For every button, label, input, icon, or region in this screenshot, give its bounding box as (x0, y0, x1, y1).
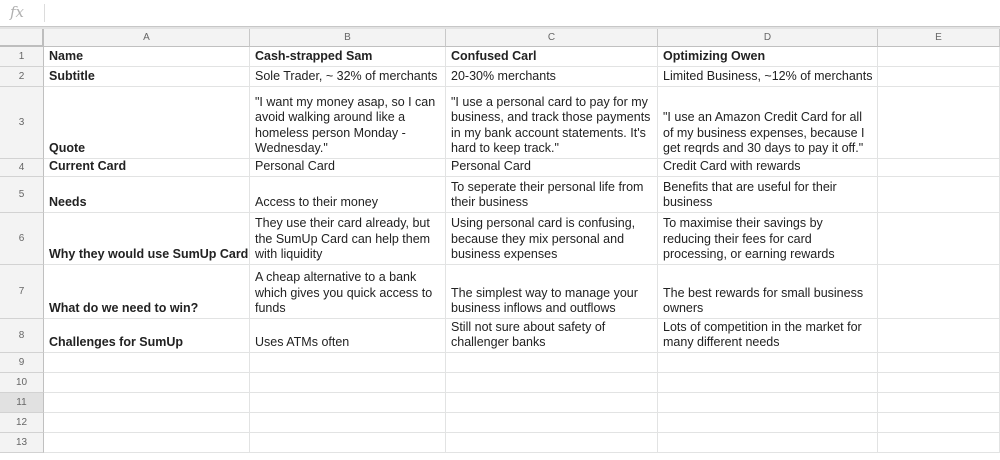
cell-c9[interactable] (446, 353, 658, 373)
cell-d7[interactable] (658, 265, 878, 319)
cell-e4[interactable] (878, 159, 1000, 177)
cell-e8[interactable] (878, 319, 1000, 353)
cell-e3[interactable] (878, 87, 1000, 159)
cell-text: They use their card already, but the SumUp Card can help them with liquidity (255, 216, 434, 262)
cell-d10[interactable] (658, 373, 878, 393)
column-header-a[interactable]: A (44, 29, 250, 47)
cell-text: Uses ATMs often (255, 335, 350, 350)
cell-text: Quote (49, 141, 86, 156)
row-header-11[interactable]: 11 (0, 393, 44, 413)
cell-a7[interactable] (44, 265, 250, 319)
cell-text: Limited Business, ~12% of merchants (663, 69, 873, 84)
cell-e2[interactable] (878, 67, 1000, 87)
cell-b7[interactable] (250, 265, 446, 319)
cell-d9[interactable] (658, 353, 878, 373)
cell-c11[interactable] (446, 393, 658, 413)
cell-d12[interactable] (658, 413, 878, 433)
cell-text: Challenges for SumUp (49, 335, 184, 350)
cell-d3[interactable] (658, 87, 878, 159)
cell-a1[interactable] (44, 47, 250, 67)
cell-c1[interactable] (446, 47, 658, 67)
cell-d13[interactable] (658, 433, 878, 453)
column-header-b[interactable]: B (250, 29, 446, 47)
cell-text: Lots of competition in the market for many different needs (663, 319, 866, 350)
cell-e11[interactable] (878, 393, 1000, 413)
column-header-e[interactable]: E (878, 29, 1000, 47)
formula-input[interactable] (50, 4, 990, 22)
cell-e10[interactable] (878, 373, 1000, 393)
cell-d1[interactable] (658, 47, 878, 67)
cell-text: Using personal card is confusing, because they mix personal and business expenses (451, 216, 639, 262)
cell-text: The best rewards for small business owners (663, 285, 867, 316)
row-header-4[interactable]: 4 (0, 159, 44, 177)
cell-text: Personal Card (255, 159, 335, 174)
cell-d5[interactable] (658, 177, 878, 213)
cell-text: Confused Carl (451, 49, 537, 64)
column-header-c[interactable]: C (446, 29, 658, 47)
cell-text: "I use a personal card to pay for my business, and track those payments in my bank account statements. It's hard to keep track." (451, 94, 654, 156)
cell-e1[interactable] (878, 47, 1000, 67)
cell-e6[interactable] (878, 213, 1000, 265)
row-header-13[interactable]: 13 (0, 433, 44, 453)
cell-a10[interactable] (44, 373, 250, 393)
cell-text: Personal Card (451, 159, 531, 174)
row-header-2[interactable]: 2 (0, 67, 44, 87)
cell-b3[interactable] (250, 87, 446, 159)
cell-d2[interactable] (658, 67, 878, 87)
cell-c10[interactable] (446, 373, 658, 393)
cell-b10[interactable] (250, 373, 446, 393)
cell-e12[interactable] (878, 413, 1000, 433)
cell-c5[interactable] (446, 177, 658, 213)
cell-b11[interactable] (250, 393, 446, 413)
cell-b2[interactable] (250, 67, 446, 87)
cell-a4[interactable] (44, 159, 250, 177)
cell-text: Optimizing Owen (663, 49, 766, 64)
cell-c2[interactable] (446, 67, 658, 87)
cell-b1[interactable] (250, 47, 446, 67)
row-header-3[interactable]: 3 (0, 87, 44, 159)
cell-b4[interactable] (250, 159, 446, 177)
cell-d11[interactable] (658, 393, 878, 413)
cell-text: "I use an Amazon Credit Card for all of my business expenses, because I get reqrds and 30 days to pay it off." (663, 110, 868, 156)
cell-text: Still not sure about safety of challenger banks (451, 319, 609, 350)
column-header-d[interactable]: D (658, 29, 878, 47)
formula-bar (0, 0, 1000, 27)
cell-a8[interactable] (44, 319, 250, 353)
select-all-corner[interactable] (0, 29, 44, 47)
cell-b5[interactable] (250, 177, 446, 213)
cell-a2[interactable] (44, 67, 250, 87)
row-header-6[interactable]: 6 (0, 213, 44, 265)
spreadsheet-grid (0, 29, 1000, 460)
cell-d4[interactable] (658, 159, 878, 177)
cell-a11[interactable] (44, 393, 250, 413)
cell-e13[interactable] (878, 433, 1000, 453)
cell-a12[interactable] (44, 413, 250, 433)
cell-b9[interactable] (250, 353, 446, 373)
cell-b13[interactable] (250, 433, 446, 453)
cell-e9[interactable] (878, 353, 1000, 373)
cell-c8[interactable] (446, 319, 658, 353)
formula-bar-divider (44, 4, 45, 22)
cell-text: Current Card (49, 159, 127, 174)
cell-d8[interactable] (658, 319, 878, 353)
cell-c3[interactable] (446, 87, 658, 159)
row-header-1[interactable]: 1 (0, 47, 44, 67)
cell-b8[interactable] (250, 319, 446, 353)
cell-c7[interactable] (446, 265, 658, 319)
cell-text: To seperate their personal life from their business (451, 179, 647, 210)
cell-text: Why they would use SumUp Card (49, 247, 249, 262)
cell-b12[interactable] (250, 413, 446, 433)
fx-icon: fx (10, 3, 25, 21)
row-header-9[interactable]: 9 (0, 353, 44, 373)
cell-text: A cheap alternative to a bank which gives you quick access to funds (255, 270, 436, 316)
cell-e5[interactable] (878, 177, 1000, 213)
cell-text: Credit Card with rewards (663, 159, 801, 174)
row-header-12[interactable]: 12 (0, 413, 44, 433)
cell-text: The simplest way to manage your business inflows and outflows (451, 285, 642, 316)
row-header-7[interactable]: 7 (0, 265, 44, 319)
cell-c6[interactable] (446, 213, 658, 265)
cell-text: What do we need to win? (49, 301, 199, 316)
cell-text: Sole Trader, ~ 32% of merchants (255, 69, 438, 84)
cell-text: Needs (49, 195, 87, 210)
row-header-5[interactable]: 5 (0, 177, 44, 213)
cell-text: Cash-strapped Sam (255, 49, 373, 64)
cell-c13[interactable] (446, 433, 658, 453)
cell-text: Subtitle (49, 69, 95, 84)
cell-b6[interactable] (250, 213, 446, 265)
cell-text: 20-30% merchants (451, 69, 556, 84)
cell-d6[interactable] (658, 213, 878, 265)
cell-text: Name (49, 49, 84, 64)
cell-c4[interactable] (446, 159, 658, 177)
cell-text: "I want my money asap, so I can avoid walking around like a homeless person Monday - Wednesday." (255, 94, 439, 156)
cell-c12[interactable] (446, 413, 658, 433)
cell-text: Access to their money (255, 195, 378, 210)
cell-e7[interactable] (878, 265, 1000, 319)
cell-a6[interactable] (44, 213, 250, 265)
row-header-8[interactable]: 8 (0, 319, 44, 353)
cell-text: Benefits that are useful for their business (663, 179, 841, 210)
cell-a13[interactable] (44, 433, 250, 453)
cell-a5[interactable] (44, 177, 250, 213)
cell-text: To maximise their savings by reducing their fees for card processing, or earning rewards (663, 216, 835, 262)
cell-a3[interactable] (44, 87, 250, 159)
row-header-10[interactable]: 10 (0, 373, 44, 393)
cell-a9[interactable] (44, 353, 250, 373)
